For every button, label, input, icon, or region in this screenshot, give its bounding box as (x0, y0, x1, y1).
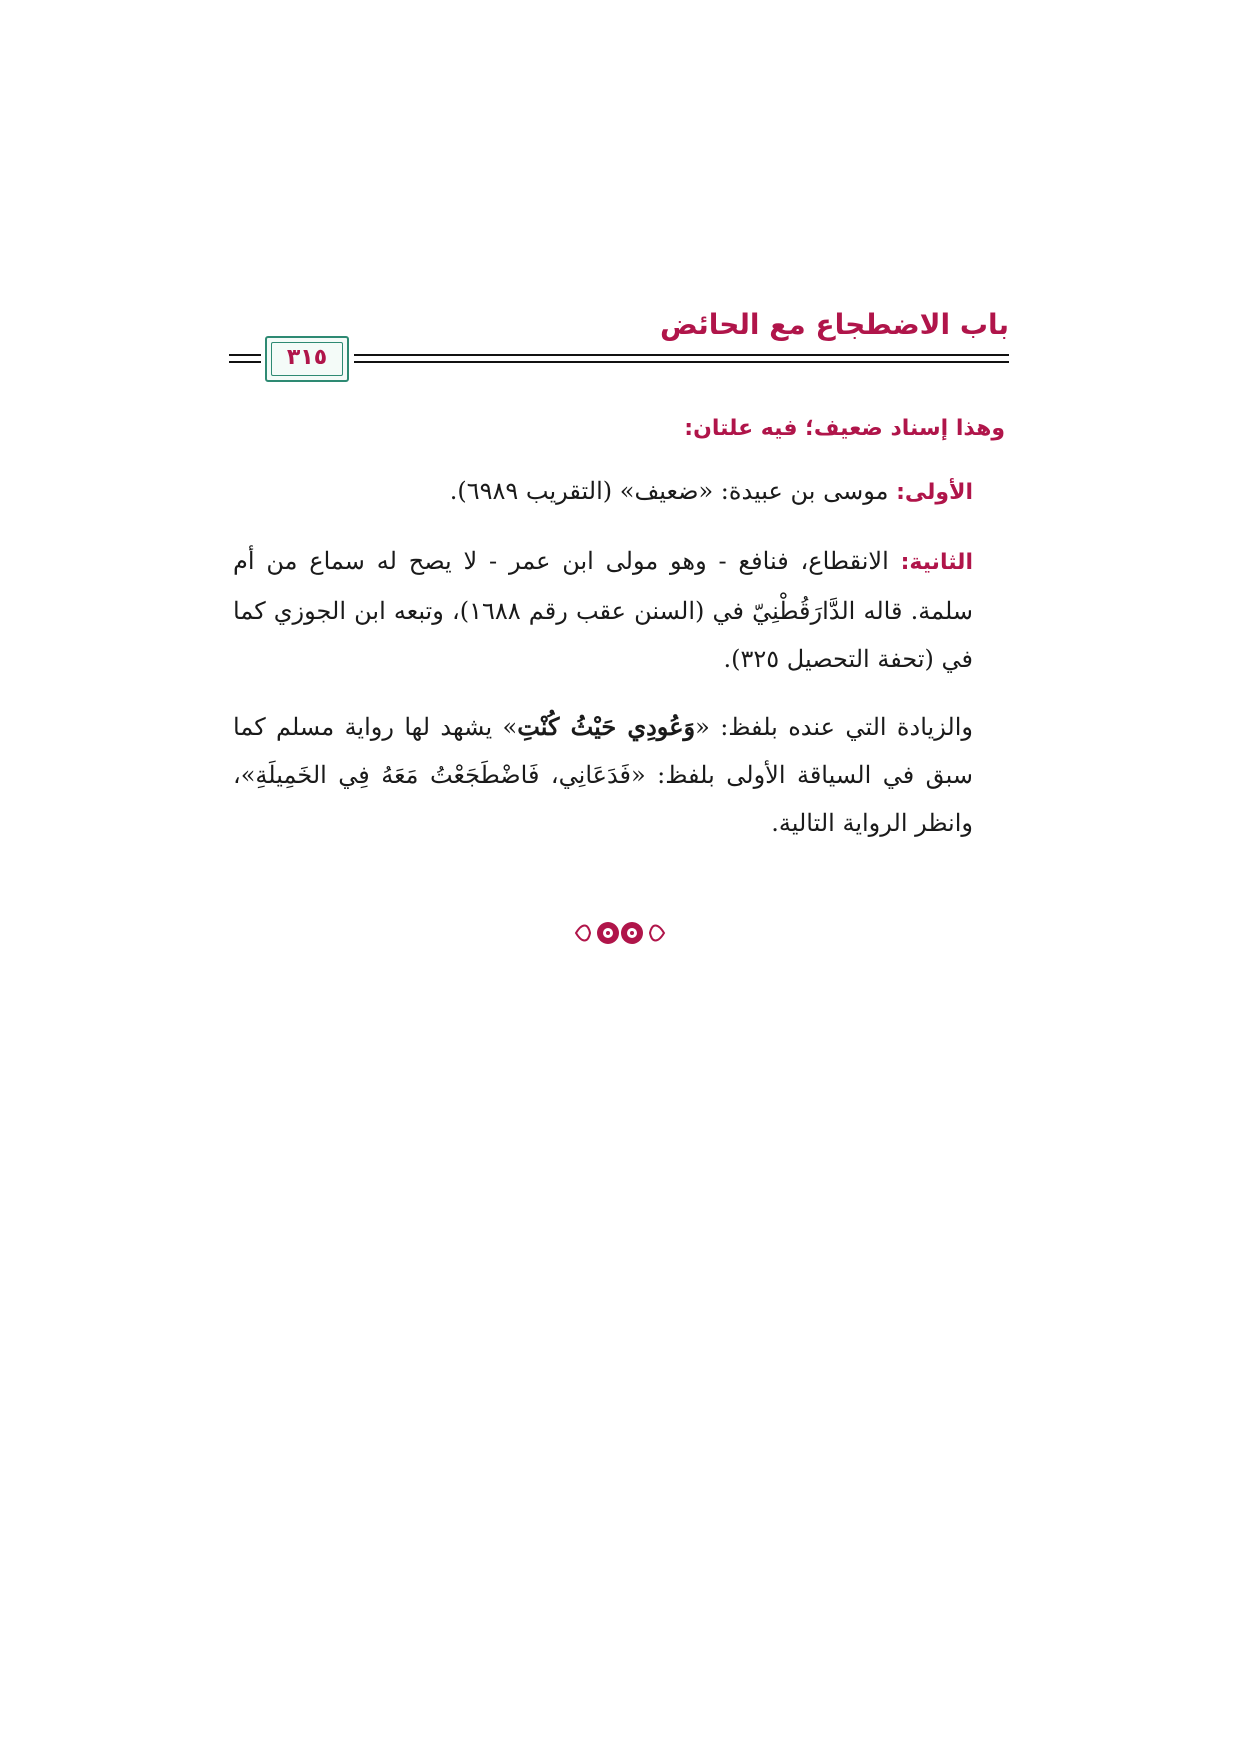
paragraph-first (233, 467, 1005, 517)
first-label: الأولى: (896, 480, 973, 505)
second-text: الانقطاع، فنافع - وهو مولى ابن عمر - لا يصح له سماع من أم سلمة. قاله الدَّارَقُطْنِيّ في (السنن عقب رقم ١٦٨٨)، وتبعه ابن الجوزي كما في (تحفة التحصيل ٣٢٥). (233, 547, 974, 673)
paragraph-addition (233, 703, 1005, 847)
addition-quote: وَعُودِي حَيْثُ كُنْتِ (517, 712, 696, 741)
header-rule (354, 361, 1009, 363)
chapter-title: باب الاضطجاع مع الحائض (660, 308, 1009, 341)
addition-text-end: » يشهد لها رواية مسلم كما سبق في السياقة الأولى بلفظ: «فَدَعَانِي، فَاضْطَجَعْتُ مَعَهُ فِي الخَمِيلَةِ»، وانظر الرواية التالية. (233, 713, 973, 837)
first-text: موسى بن عبيدة: «ضعيف» (التقريب ٦٩٨٩). (449, 477, 897, 505)
addition-text-start: والزيادة التي عنده بلفظ: « (695, 713, 974, 741)
header-rule-short (229, 354, 261, 356)
header-rule-short (229, 361, 261, 363)
page-number: ٣١٥ (286, 345, 328, 370)
page-header (229, 300, 1009, 390)
header-rule (354, 354, 1009, 356)
floral-divider-icon (570, 918, 670, 948)
second-label: الثانية: (900, 550, 973, 575)
page-body (233, 405, 1005, 867)
paragraph-second (233, 537, 1005, 683)
section-heading: وهذا إسناد ضعيف؛ فيه علتان: (684, 416, 1005, 441)
page-number-badge (265, 336, 349, 382)
